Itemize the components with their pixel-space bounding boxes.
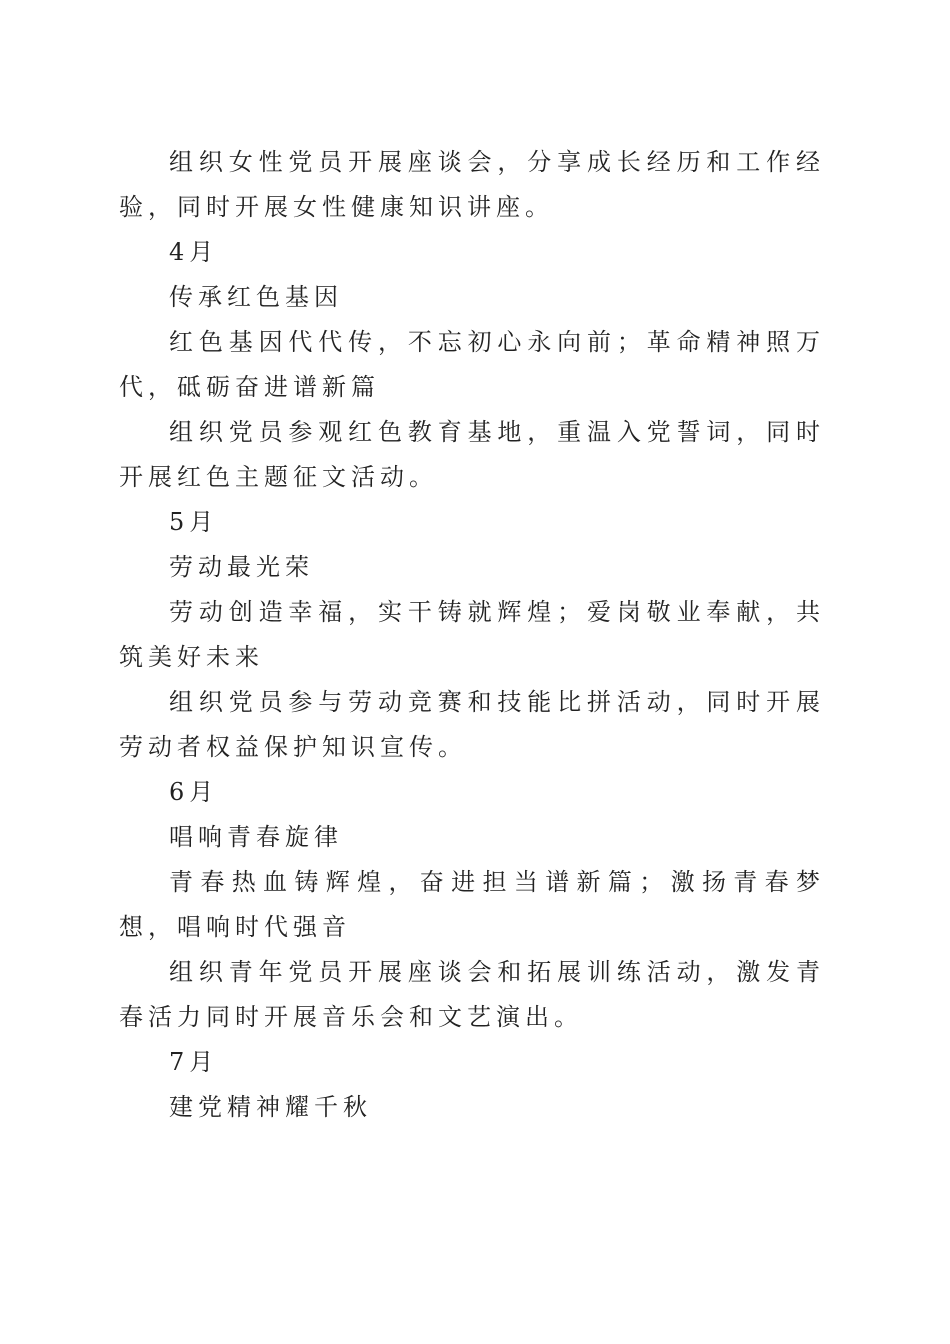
document-body: [119, 140, 825, 1130]
slogan-april: 红色基因代代传，不忘初心永向前；革命精神照万代，砥砺奋进谱新篇: [119, 328, 825, 401]
month-heading-july: 7月: [169, 1048, 219, 1076]
month-heading-may: 5月: [169, 508, 219, 536]
slogan-may: 劳动创造幸福，实干铸就辉煌；爱岗敬业奉献，共筑美好未来: [119, 598, 825, 671]
theme-title-july: 建党精神耀千秋: [169, 1093, 372, 1121]
theme-title-may: 劳动最光荣: [169, 553, 314, 581]
theme-title-june: 唱响青春旋律: [169, 823, 343, 851]
activity-june: 组织青年党员开展座谈会和拓展训练活动，激发青春活力同时开展音乐会和文艺演出。: [119, 958, 825, 1031]
activity-april: 组织党员参观红色教育基地，重温入党誓词，同时开展红色主题征文活动。: [119, 418, 825, 491]
paragraph-women-forum: 组织女性党员开展座谈会，分享成长经历和工作经验，同时开展女性健康知识讲座。: [119, 148, 825, 221]
month-heading-april: 4月: [169, 238, 219, 266]
month-heading-june: 6月: [169, 778, 219, 806]
slogan-june: 青春热血铸辉煌，奋进担当谱新篇；激扬青春梦想，唱响时代强音: [119, 868, 825, 941]
theme-title-april: 传承红色基因: [169, 283, 343, 311]
activity-may: 组织党员参与劳动竞赛和技能比拼活动，同时开展劳动者权益保护知识宣传。: [119, 688, 825, 761]
